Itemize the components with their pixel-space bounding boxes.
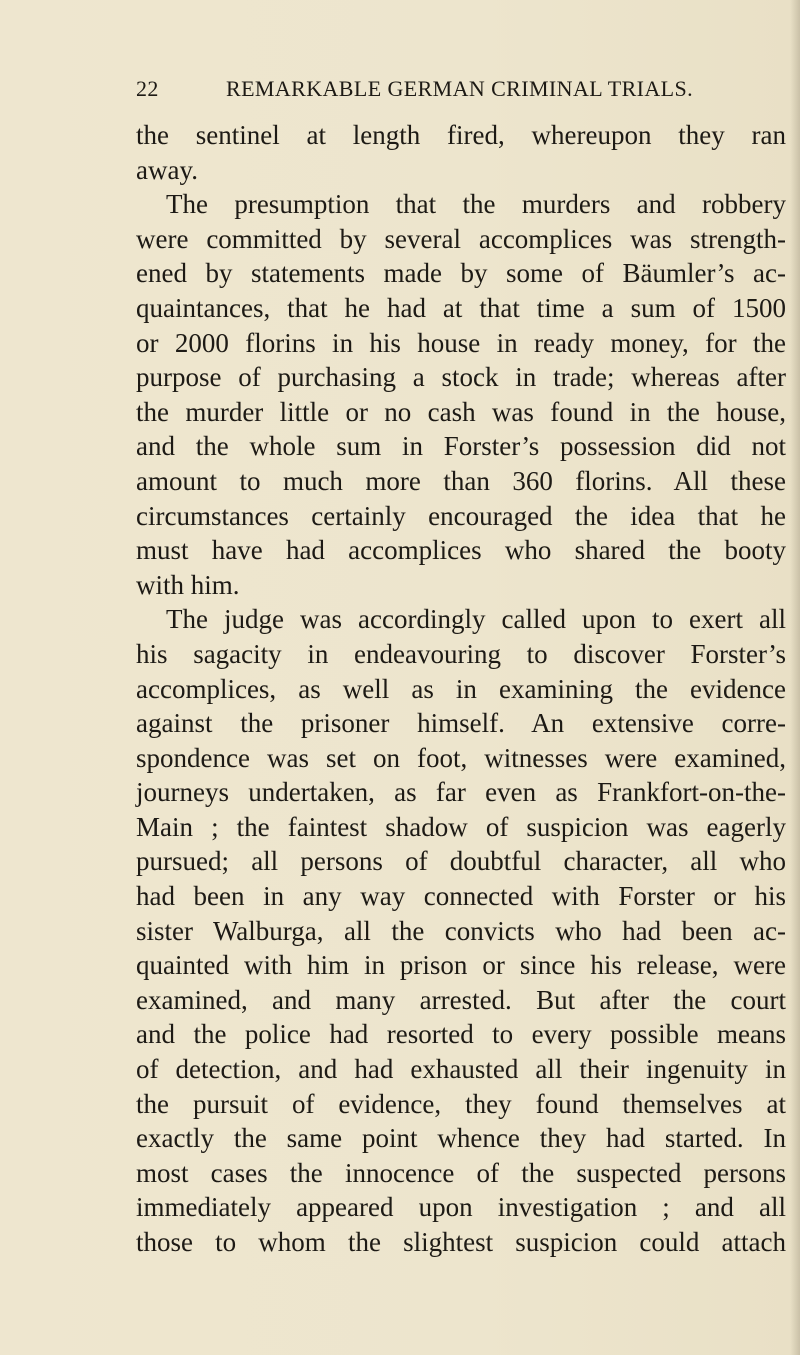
text-line: his sagacity in endeavouring to discover Forster’s <box>136 638 786 669</box>
text-line: the sentinel at length fired, whereupon they ran <box>136 120 786 150</box>
text-line: The presumption that the murders and robbery <box>166 189 786 220</box>
text-line: had been in any way connected with Forster or his <box>136 881 786 912</box>
text-line: journeys undertaken, as far even as Frankfort-on-the- <box>136 777 786 808</box>
text-line: Main ; the faintest shadow of suspicion was eagerly <box>136 811 786 842</box>
text-line: accomplices, as well as in examining the evidence <box>136 673 786 704</box>
text-line: quaintances, that he had at that time a sum of 1500 <box>136 292 786 323</box>
page-edge-shadow <box>790 0 800 1355</box>
text-line: immediately appeared upon investigation ; and all <box>136 1192 786 1223</box>
text-line: exactly the same point whence they had started. In <box>136 1123 786 1154</box>
text-line: of detection, and had exhausted all their ingenuity in <box>136 1054 786 1085</box>
text-line: were committed by several accomplices was strength- <box>136 223 786 254</box>
page-number: 22 <box>136 76 159 101</box>
text-line: must have had accomplices who shared the booty <box>136 535 786 566</box>
text-line: examined, and many arrested. But after the court <box>136 984 786 1015</box>
text-line: or 2000 florins in his house in ready money, for the <box>136 327 786 358</box>
text-line: pursued; all persons of doubtful character, all who <box>136 846 786 877</box>
text-line: most cases the innocence of the suspected persons <box>136 1157 786 1188</box>
text-line: the murder little or no cash was found in the house, <box>136 396 786 427</box>
page-header <box>136 76 694 106</box>
text-line: circumstances certainly encouraged the idea that he <box>136 500 786 531</box>
text-line: spondence was set on foot, witnesses were examined, <box>136 742 786 773</box>
body-text <box>136 118 786 1260</box>
text-line: ened by statements made by some of Bäumler’s ac- <box>136 258 786 289</box>
text-line: and the police had resorted to every possible means <box>136 1019 786 1050</box>
text-line: and the whole sum in Forster’s possession did not <box>136 431 786 462</box>
text-line: the pursuit of evidence, they found themselves at <box>136 1088 786 1119</box>
text-line: sister Walburga, all the convicts who had been ac- <box>136 915 786 946</box>
text-line: amount to much more than 360 florins. All these <box>136 465 786 496</box>
text-line: with him. <box>136 569 240 600</box>
text-line: The judge was accordingly called upon to exert all <box>166 604 786 635</box>
text-line: those to whom the slightest suspicion could attach <box>136 1227 786 1257</box>
text-line: purpose of purchasing a stock in trade; whereas after <box>136 362 786 393</box>
text-line: away. <box>136 154 198 185</box>
text-line: quainted with him in prison or since his release, were <box>136 950 786 981</box>
running-head: REMARKABLE GERMAN CRIMINAL TRIALS. <box>226 76 694 101</box>
text-line: against the prisoner himself. An extensive corre- <box>136 708 786 739</box>
